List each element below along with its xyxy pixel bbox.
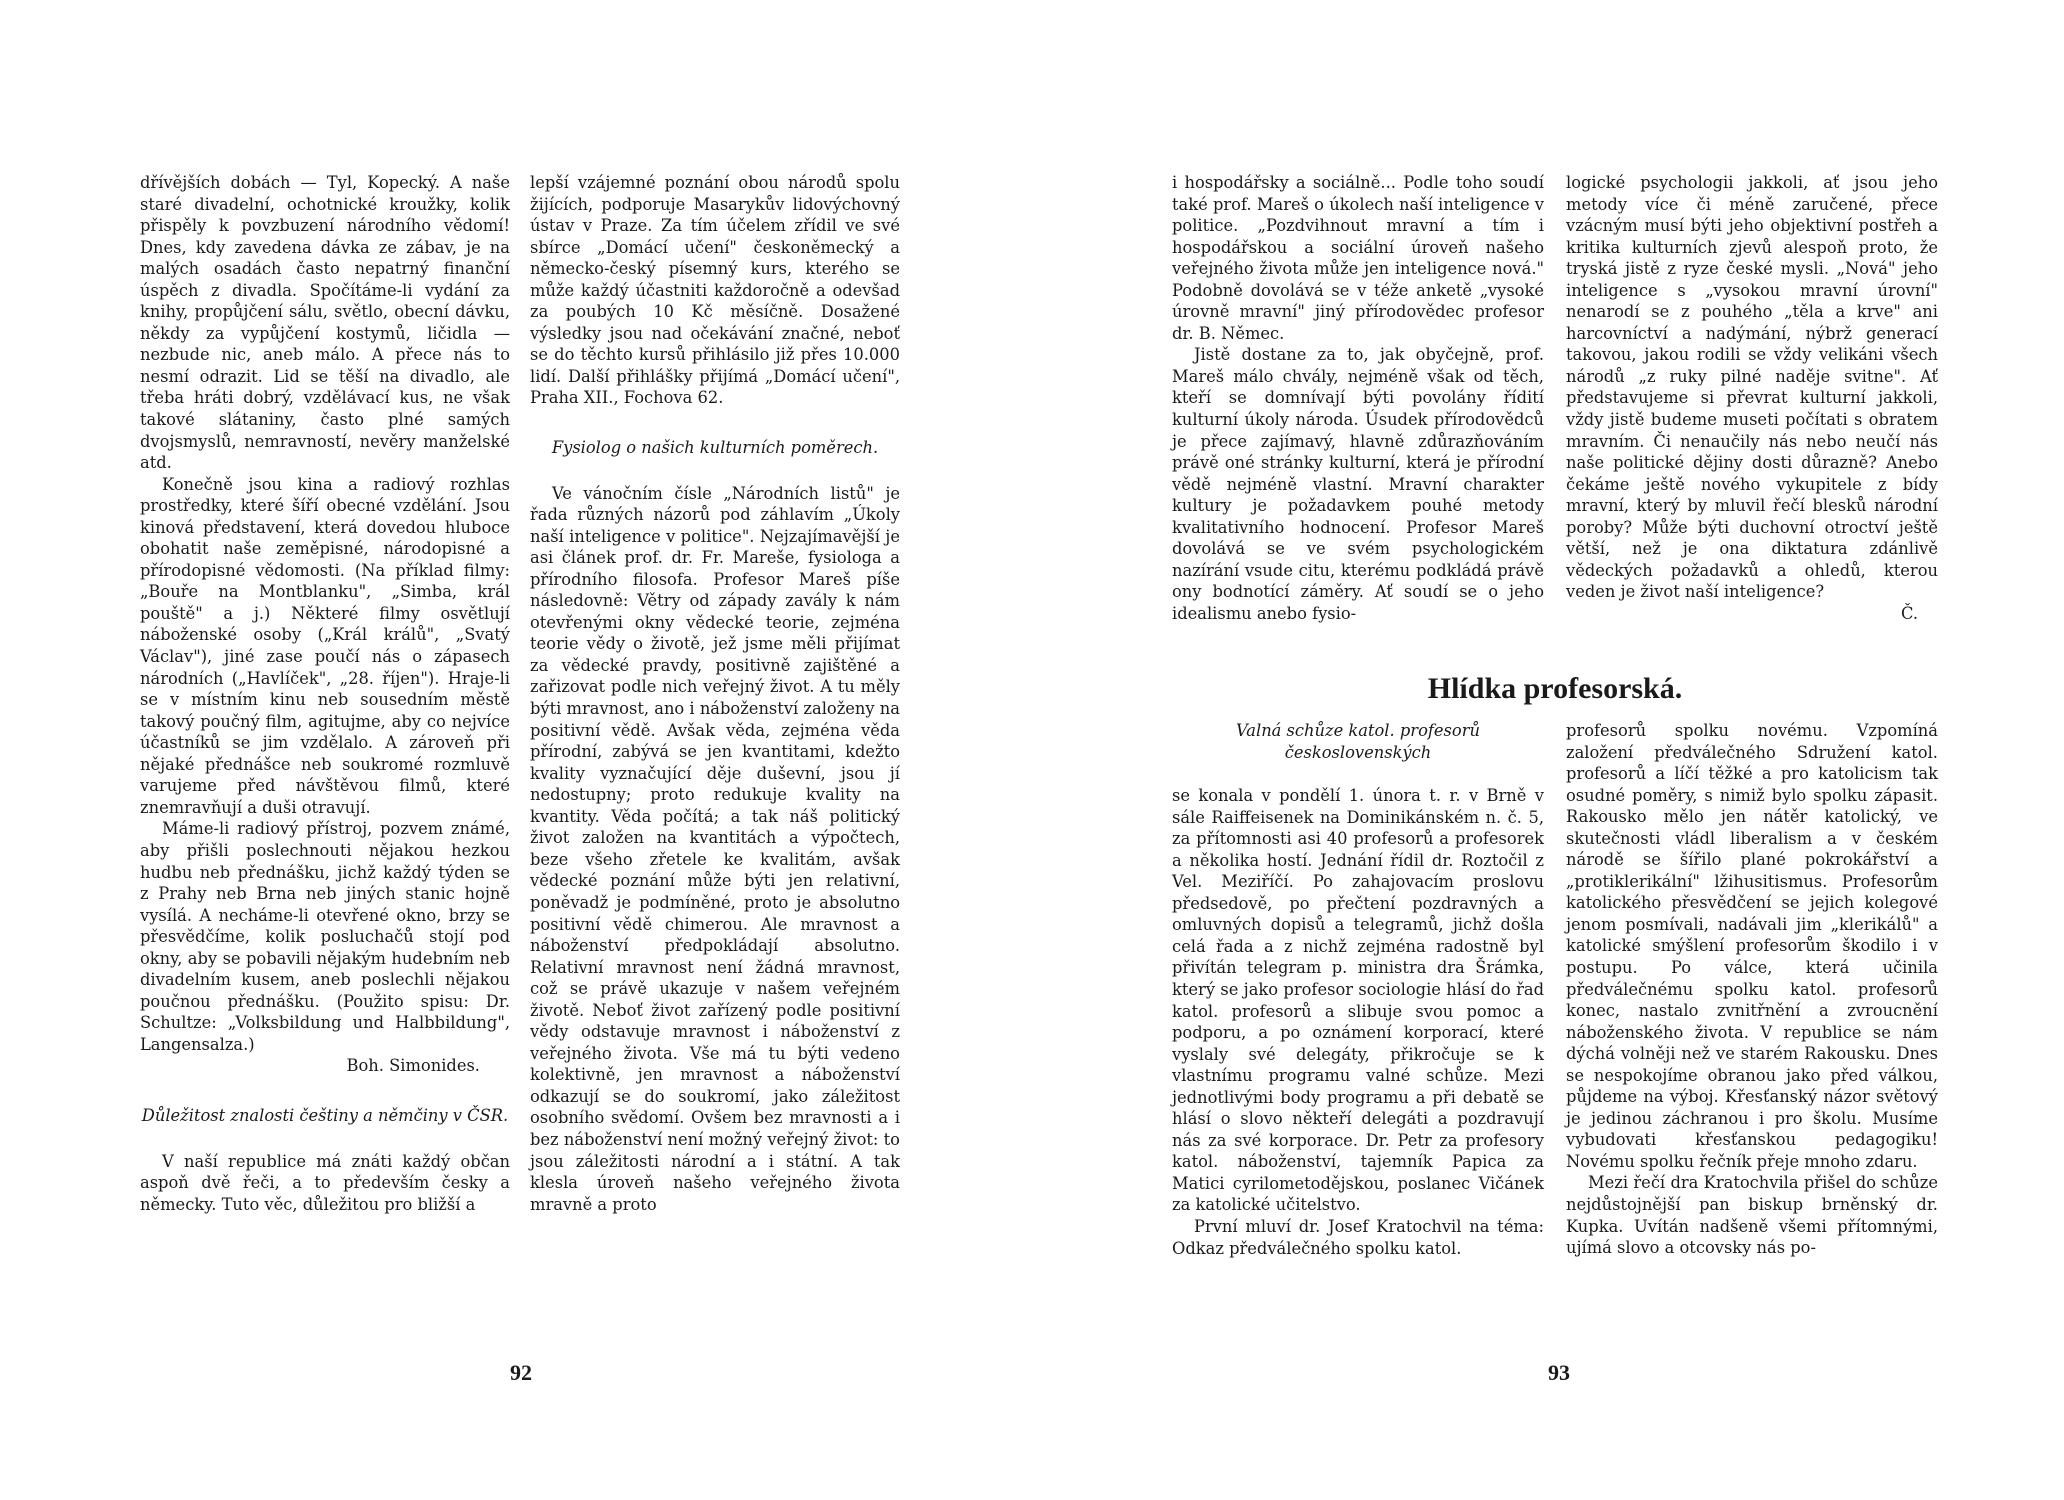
paragraph: Konečně jsou kina a radiový rozhlas prostředky, které šíří obecné vzdělání. Jsou kinová představení, která dovedou hluboce obohatit naše zeměpisné, národopisné a přírodopisné vědomosti. (Na příklad filmy: „Bouře na Montblanku", „Simba, král pouště" a j.) Některé filmy osvětlují náboženské osoby („Král králů", „Svatý Václav"), jiné zase poučí nás o zápasech národních („Havlíček", „28. říjen"). Hraje-li se v místním kinu neb sousedním městě takový poučný film, agitujme, aby co nejvíce účastníků se jim vzdělalo. A zároveň při nějaké přednášce neb soukromé rozmluvě varujeme před návštěvou filmů, které znemravňují a duši otravují.	[140, 474, 510, 817]
right-page-column-4	[1566, 720, 1938, 1259]
section-heading: Důležitost znalosti češtiny a němčiny v ČSR.	[141, 1105, 509, 1125]
paragraph: i hospodářsky a sociálně... Podle toho soudí také prof. Mareš o úkolech naší inteligence v politice. „Pozdvihnout mravní a tím i hospodářskou a sociální úroveň našeho veřejného života může jen inteligence nová." Podobně dovolává se v téže anketě „vysoké úrovně mravní" jiný přírodovědec profesor dr. B. Němec.	[1172, 173, 1544, 343]
right-page-column-3	[1172, 720, 1544, 1259]
signature: Boh. Simonides.	[346, 1056, 480, 1076]
page-number: 92	[510, 1360, 532, 1385]
paragraph: V naší republice má znáti každý občan aspoň dvě řeči, a to především česky a německy. Tuto věc, důležitou pro bližší a	[140, 1151, 510, 1214]
paragraph: Mezi řečí dra Kratochvila přišel do schůze nejdůstojnější pan biskup brněnský dr. Kupka. Uvítán nadšeně všemi přítomnými, ujímá slovo a otcovsky nás po-	[1566, 1173, 1938, 1258]
section-heading: Valná schůze katol. profesorů československých	[1236, 721, 1480, 762]
paragraph: První mluví dr. Josef Kratochvil na téma: Odkaz předválečného spolku katol.	[1172, 1217, 1544, 1258]
left-page-column-2	[530, 172, 900, 1215]
paragraph: profesorů spolku novému. Vzpomíná založení předválečného Sdružení katol. profesorů a líčí těžké a pro katolicism tak osudné poměry, s nimiž bylo spolku zápasit. Rakousko mělo jen nátěr katolický, ve skutečnosti vládl liberalism a v českém národě se šířilo plané pokrokářství a „protiklerikální" lžihusitismus. Profesorům katolického přesvědčení se jejich kolegové jenom posmívali, nadávali jim „klerikálů" a katolické smýšlení profesorům škodilo i v postupu. Po válce, která učinila předválečnému spolku katol. profesorů konec, nastalo zvnitřnění a zvroucnění náboženského života. V republice se nám dýchá volněji než ve starém Rakousku. Dnes se nespokojíme obranou jako před válkou, půjdeme na výboj. Křesťanský názor světový je jedinou záchranou i pro školu. Musíme vybudovati křesťanskou pedagogiku! Novému spolku řečník přeje mnoho zdaru.	[1566, 721, 1938, 1171]
paragraph: se konala v pondělí 1. února t. r. v Brně v sále Raiffeisenek na Dominikánském n. č. 5, za přítomnosti asi 40 profesorů a profesorek a několika hostí. Jednání řídil dr. Roztočil z Vel. Meziříčí. Po zahajovacím proslovu předsedově, po přečtení pozdravných a omluvných dopisů a telegramů, jichž došla celá řada a z nichž zejména radostně byl přivítán telegram p. ministra dra Šrámka, který se jako profesor sociologie hlásí do řad katol. profesorů a slibuje svou pomoc a podporu, a po oznámení korporací, které vyslaly své delegáty, přikročuje se k vlastnímu programu valné schůze. Mezi jednotlivými body programu a při debatě se hlásí o slovo někteří delegáti a pozdravují nás za své korporace. Dr. Petr za profesory katol. náboženství, tajemník Papica za Matici cyrilometodějskou, poslanec Vičánek za katolické učitelstvo.	[1172, 786, 1544, 1215]
paragraph: Ve vánočním čísle „Národních listů" je řada různých názorů pod záhlavím „Úkoly naší inteligence v politice". Nejzajímavější je asi článek prof. dr. Fr. Mareše, fysiologa a přírodního filosofa. Profesor Mareš píše následovně: Větry od západy zavály k nám otevřenými okny vědecké teorie, zejména teorie vědy o životě, jež jsme měli přijímat za vědecké pravdy, positivně zajištěné a zařizovat podle nich veřejný život. A tu měly býti mravnost, ano i náboženství založeny na positivní vědě. Avšak věda, zejména věda přírodní, zabývá se jen kvantitami, kdežto kvality vyznačující děje duševní, jsou jí nedostupny; proto redukuje kvality na kvantity. Věda počítá; a tak náš politický život založen na kvantitách a výpočtech, beze všeho zřetele ke kvalitám, avšak vědecké poznání může býti jen relativní, poněvadž je podmíněné, proto je absolutno positivní vědě chimerou. Ale mravnost a náboženství předpokládají absolutno. Relativní mravnost není žádná mravnost, což se právě ukazuje v našem veřejném životě. Neboť život zařízený podle positivní vědy odstavuje mravnost i náboženství z veřejného života. Vše má tu býti vedeno kolektivně, jen mravnost a náboženství odkazují se do soukromí, jako záležitost osobního svědomí. Ovšem bez mravnosti a i bez náboženství není možný veřejný život: to jsou záležitosti národní a i státní. A tak klesla úroveň našeho veřejného života mravně a proto	[530, 483, 900, 1214]
page-number: 93	[1548, 1360, 1570, 1385]
paragraph: dřívějších dobách — Tyl, Kopecký. A naše staré divadelní, ochotnické kroužky, kolik přispěly k povzbuzení národního vědomí! Dnes, kdy zavedena dávka ze zábav, je na malých osadách často nepatrný finanční úspěch z divadla. Spočítáme-li vydání za knihy, propůjčení sálu, světlo, obecní dávku, někdy za vypůjčení kostymů, ličidla — nezbude nic, aneb málo. A přece nás to nesmí odrazit. Lid se těší na divadlo, ale třeba hráti dobrý, vzdělávací kus, ne však takové slátaniny, často plné samých dvojsmyslů, nemravností, nevěry manželské atd.	[140, 173, 510, 473]
paragraph: Jistě dostane za to, jak obyčejně, prof. Mareš málo chvály, nejméně však od těch, kteří se domnívají býti povolány řídití kulturní úkoly národa. Úsudek přírodovědců je přece zajímavý, hlavně zdůrazňováním právě oné stránky kulturní, která je přírodní vědě nejméně vlastní. Mravní charakter kultury je požadavkem pouhé metody kvalitativního hodnocení. Profesor Mareš dovolává se ve svém psychologickém nazírání vsude citu, kterému podkládá právě ony bodnotící záměry. Ať soudí se o jeho idealismu anebo fysio-	[1172, 345, 1544, 623]
left-page-column-1	[140, 172, 510, 1215]
signature: Č.	[1900, 603, 1918, 623]
section-heading: Fysiolog o našich kulturních poměrech.	[551, 438, 879, 458]
paragraph: logické psychologii jakkoli, ať jsou jeho metody více či méně zaručené, přece vzácným musí býti jeho objektivní postřeh a kritika kulturních zjevů alespoň proto, že tryská jistě z ryze české mysli. „Nová" jeho inteligence s „vysokou mravní úrovní" nenarodí se z pouhého „těla a krve" ani harcovníctví a nadýmání, nýbrž generací takovou, jakou rodili se vždy velikáni všech národů „z ruky pilné naděje svitne". Ať představujeme si převrat kulturní jakkoli, vždy jistě budeme museti počítati s obratem mravním. Či nenaučily nás nebo neučí nás naše politické dějiny dosti důrazně? Anebo čekáme ještě nového vykupitele z bídy mravní, který by mluvil řečí blesků národní poroby? Může býti duchovní otroctví ještě větší, než je ona diktatura zdánlivě vědeckých požadavků a ohledů, kterou veden je život naší inteligence?	[1566, 173, 1938, 602]
paragraph: lepší vzájemné poznání obou národů spolu žijících, podporuje Masarykův lidovýchovný ústav v Praze. Za tím účelem zřídil ve své sbírce „Domácí učení" českoněmecký a německo-český písemný kurs, kterého se může každý účastniti každoročně a odevšad za poubých 10 Kč měsíčně. Dosažené výsledky jsou nad očekávání značné, neboť se do těchto kursů přihlásilo již přes 10.000 lidí. Další přihlášky přijímá „Domácí učení", Praha XII., Fochova 62.	[530, 173, 900, 408]
right-page-column-2	[1566, 172, 1938, 624]
right-page-column-1	[1172, 172, 1544, 624]
section-headline: Hlídka profesorská.	[1427, 672, 1683, 705]
paragraph: Máme-li radiový přístroj, pozvem známé, aby přišli poslechnouti nějakou hezkou hudbu neb přednášku, jichž každý týden se z Prahy neb Brna neb jiných stanic hojně vysílá. A necháme-li otevřené okno, brzy se přesvědčíme, kolik posluchačů stojí pod okny, aby se pobavili nějakým hudebním neb divadelním kusem, aneb poslechli nějakou poučnou přednášku. (Použito spisu: Dr. Schultze: „Volksbildung und Halbbildung", Langensalza.)	[140, 819, 510, 1054]
